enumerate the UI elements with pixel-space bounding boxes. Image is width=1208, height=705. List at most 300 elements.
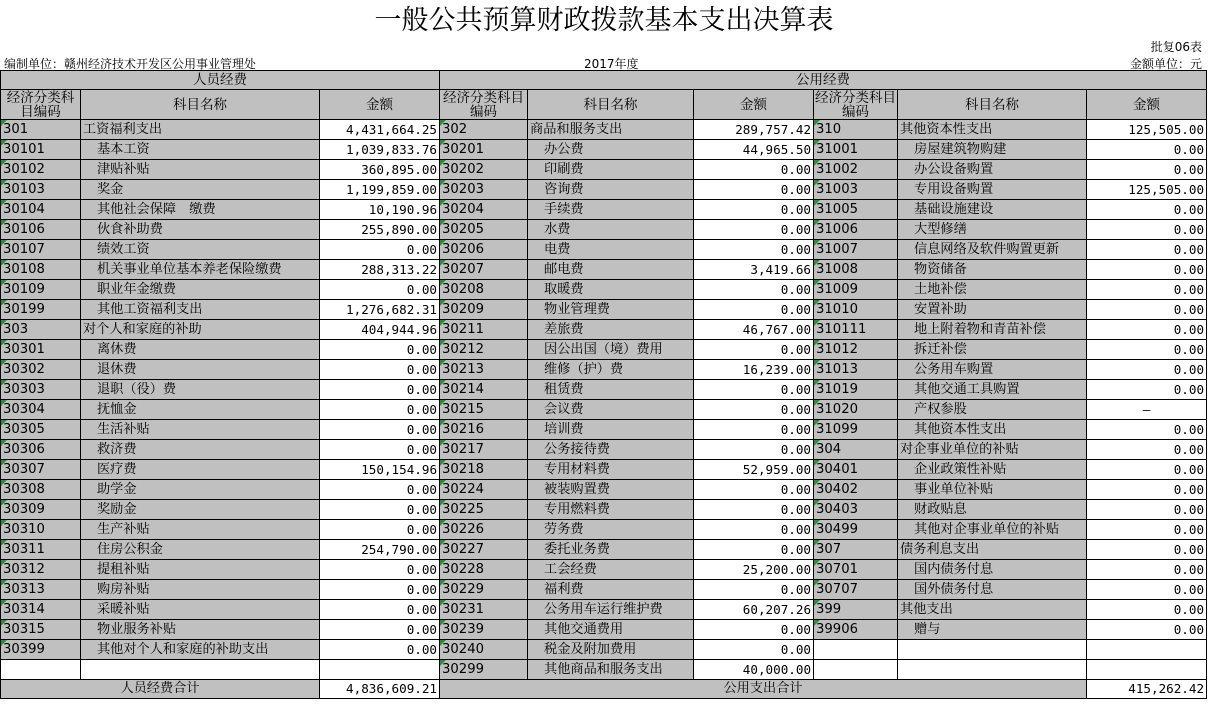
header-amount: 金额 xyxy=(694,90,814,120)
amount-cell: 0.00 xyxy=(1087,380,1207,400)
amount-cell: 0.00 xyxy=(694,240,814,260)
name-cell: 伙食补助费 xyxy=(81,220,320,240)
amount-cell: 0.00 xyxy=(1087,480,1207,500)
table-row xyxy=(1,140,1207,160)
amount-cell: 0.00 xyxy=(1087,360,1207,380)
name-cell: 培训费 xyxy=(528,420,694,440)
amount-cell: 0.00 xyxy=(320,600,440,620)
code-cell: 30227 xyxy=(440,540,528,560)
table-row xyxy=(1,440,1207,460)
amount-cell: 0.00 xyxy=(1087,260,1207,280)
form-number: 批复06表 xyxy=(1150,40,1202,54)
code-cell: 30308 xyxy=(1,480,81,500)
amount-cell: 10,190.96 xyxy=(320,200,440,220)
code-cell: 30217 xyxy=(440,440,528,460)
table-row xyxy=(1,200,1207,220)
amount-cell: 0.00 xyxy=(1087,460,1207,480)
amount-cell: 0.00 xyxy=(320,240,440,260)
amount-cell: 0.00 xyxy=(320,640,440,660)
code-cell: 31020 xyxy=(814,400,898,420)
report-title: 一般公共预算财政拨款基本支出决算表 xyxy=(374,5,834,36)
code-cell: 30205 xyxy=(440,220,528,240)
name-cell: 绩效工资 xyxy=(81,240,320,260)
name-cell: 差旅费 xyxy=(528,320,694,340)
table-row xyxy=(1,500,1207,520)
amount-cell: 0.00 xyxy=(694,220,814,240)
amount-cell: 1,039,833.76 xyxy=(320,140,440,160)
name-cell: 取暖费 xyxy=(528,280,694,300)
code-cell: 30309 xyxy=(1,500,81,520)
amount-cell: 0.00 xyxy=(1087,240,1207,260)
amount-cell: 46,767.00 xyxy=(694,320,814,340)
name-cell: 公务用车购置 xyxy=(898,360,1087,380)
code-cell: 30213 xyxy=(440,360,528,380)
code-cell: 30228 xyxy=(440,560,528,580)
amount-cell: 60,207.26 xyxy=(694,600,814,620)
code-cell: 30301 xyxy=(1,340,81,360)
name-cell: 拆迁补偿 xyxy=(898,340,1087,360)
code-cell: 30313 xyxy=(1,580,81,600)
report-year: 2017年度 xyxy=(584,57,639,71)
name-cell: 公务接待费 xyxy=(528,440,694,460)
amount-cell: 4,431,664.25 xyxy=(320,120,440,140)
amount-cell: 0.00 xyxy=(1087,520,1207,540)
amount-cell: 0.00 xyxy=(694,640,814,660)
name-cell: 退休费 xyxy=(81,360,320,380)
personnel-total-amount: 4,836,609.21 xyxy=(320,680,440,699)
table-row xyxy=(1,640,1207,660)
code-cell: 31099 xyxy=(814,420,898,440)
amount-cell: 0.00 xyxy=(1087,580,1207,600)
code-cell: 30212 xyxy=(440,340,528,360)
name-cell: 电费 xyxy=(528,240,694,260)
code-cell: 30304 xyxy=(1,400,81,420)
name-cell: 因公出国（境）费用 xyxy=(528,340,694,360)
table-row xyxy=(1,620,1207,640)
code-cell: 31010 xyxy=(814,300,898,320)
amount-cell: 0.00 xyxy=(694,160,814,180)
amount-cell xyxy=(1087,640,1207,660)
amount-cell: 16,239.00 xyxy=(694,360,814,380)
code-cell: 31013 xyxy=(814,360,898,380)
code-cell: 30312 xyxy=(1,560,81,580)
code-cell: 30305 xyxy=(1,420,81,440)
code-cell: 30701 xyxy=(814,560,898,580)
table-row xyxy=(1,120,1207,140)
name-cell: 提租补贴 xyxy=(81,560,320,580)
table-row xyxy=(1,460,1207,480)
name-cell: 大型修缮 xyxy=(898,220,1087,240)
amount-cell: 0.00 xyxy=(694,280,814,300)
amount-cell: 0.00 xyxy=(1087,300,1207,320)
name-cell: 采暖补贴 xyxy=(81,600,320,620)
name-cell: 租赁费 xyxy=(528,380,694,400)
name-cell: 地上附着物和青苗补偿 xyxy=(898,320,1087,340)
table-row xyxy=(1,600,1207,620)
name-cell: 其他交通费用 xyxy=(528,620,694,640)
name-cell: 对个人和家庭的补助 xyxy=(81,320,320,340)
name-cell: 基本工资 xyxy=(81,140,320,160)
code-cell: 30207 xyxy=(440,260,528,280)
amount-cell: 404,944.96 xyxy=(320,320,440,340)
table-row xyxy=(1,240,1207,260)
header-code: 经济分类科目编码 xyxy=(815,89,897,120)
compiling-unit: 编制单位：赣州经济技术开发区公用事业管理处 xyxy=(4,57,257,71)
amount-cell: 0.00 xyxy=(694,400,814,420)
amount-cell: 125,505.00 xyxy=(1087,180,1207,200)
amount-cell: 0.00 xyxy=(1087,560,1207,580)
table-row xyxy=(1,520,1207,540)
table-row xyxy=(1,340,1207,360)
code-cell: 301 xyxy=(1,120,81,140)
code-cell: 30302 xyxy=(1,360,81,380)
code-cell: 30201 xyxy=(440,140,528,160)
name-cell: 奖励金 xyxy=(81,500,320,520)
name-cell: 房屋建筑物购建 xyxy=(898,140,1087,160)
name-cell: 产权参股 xyxy=(898,400,1087,420)
code-cell: 30218 xyxy=(440,460,528,480)
amount-cell: 1,199,859.00 xyxy=(320,180,440,200)
code-cell: 30311 xyxy=(1,540,81,560)
amount-unit: 金额单位：元 xyxy=(1129,57,1202,71)
amount-cell: 0.00 xyxy=(320,500,440,520)
amount-cell: 254,790.00 xyxy=(320,540,440,560)
code-cell xyxy=(1,660,81,680)
code-cell: 31009 xyxy=(814,280,898,300)
name-cell: 基础设施建设 xyxy=(898,200,1087,220)
name-cell: 住房公积金 xyxy=(81,540,320,560)
code-cell: 304 xyxy=(814,440,898,460)
code-cell: 30402 xyxy=(814,480,898,500)
public-total-amount: 415,262.42 xyxy=(1087,680,1207,699)
amount-cell: 0.00 xyxy=(694,440,814,460)
code-cell: 30499 xyxy=(814,520,898,540)
name-cell: 印刷费 xyxy=(528,160,694,180)
section-public-header: 公用经费 xyxy=(440,71,1207,90)
amount-cell: 0.00 xyxy=(694,200,814,220)
amount-cell: 0.00 xyxy=(694,340,814,360)
code-cell: 30202 xyxy=(440,160,528,180)
amount-cell: 0.00 xyxy=(694,520,814,540)
name-cell: 奖金 xyxy=(81,180,320,200)
code-cell: 30214 xyxy=(440,380,528,400)
code-cell: 30315 xyxy=(1,620,81,640)
code-cell: 30208 xyxy=(440,280,528,300)
name-cell: 办公设备购置 xyxy=(898,160,1087,180)
amount-cell xyxy=(1087,660,1207,680)
amount-cell: 0.00 xyxy=(320,420,440,440)
name-cell: 邮电费 xyxy=(528,260,694,280)
name-cell: 工资福利支出 xyxy=(81,120,320,140)
amount-cell: 0.00 xyxy=(320,480,440,500)
name-cell: 事业单位补贴 xyxy=(898,480,1087,500)
code-cell: 31008 xyxy=(814,260,898,280)
code-cell: 30225 xyxy=(440,500,528,520)
amount-cell: 0.00 xyxy=(1087,280,1207,300)
name-cell: 专用材料费 xyxy=(528,460,694,480)
code-cell: 30101 xyxy=(1,140,81,160)
amount-cell: 0.00 xyxy=(320,560,440,580)
amount-cell: 0.00 xyxy=(694,540,814,560)
public-total-label: 公用支出合计 xyxy=(440,680,1087,699)
amount-cell: 0.00 xyxy=(694,500,814,520)
table-row xyxy=(1,180,1207,200)
name-cell: 其他商品和服务支出 xyxy=(528,660,694,680)
name-cell: 土地补偿 xyxy=(898,280,1087,300)
code-cell: 399 xyxy=(814,600,898,620)
code-cell: 30215 xyxy=(440,400,528,420)
amount-cell: 0.00 xyxy=(1087,220,1207,240)
code-cell: 30310 xyxy=(1,520,81,540)
table-row xyxy=(1,660,1207,680)
amount-cell: 125,505.00 xyxy=(1087,120,1207,140)
code-cell: 30204 xyxy=(440,200,528,220)
amount-cell: 0.00 xyxy=(1087,200,1207,220)
code-cell: 30108 xyxy=(1,260,81,280)
name-cell: 专用燃料费 xyxy=(528,500,694,520)
amount-cell: 0.00 xyxy=(320,340,440,360)
amount-cell: 0.00 xyxy=(320,520,440,540)
header-amount: 金额 xyxy=(1087,90,1207,120)
code-cell: 30229 xyxy=(440,580,528,600)
code-cell: 310111 xyxy=(814,320,898,340)
name-cell: 救济费 xyxy=(81,440,320,460)
code-cell: 30104 xyxy=(1,200,81,220)
amount-cell: 0.00 xyxy=(694,180,814,200)
code-cell xyxy=(814,640,898,660)
name-cell: 物业管理费 xyxy=(528,300,694,320)
name-cell: 物资储备 xyxy=(898,260,1087,280)
code-cell: 30107 xyxy=(1,240,81,260)
amount-cell: 40,000.00 xyxy=(694,660,814,680)
name-cell: 企业政策性补贴 xyxy=(898,460,1087,480)
name-cell: 生活补贴 xyxy=(81,420,320,440)
name-cell: 机关事业单位基本养老保险缴费 xyxy=(81,260,320,280)
table-row xyxy=(1,160,1207,180)
amount-cell: 0.00 xyxy=(1087,320,1207,340)
table-row xyxy=(1,300,1207,320)
header-name: 科目名称 xyxy=(81,90,320,120)
header-amount: 金额 xyxy=(320,90,440,120)
amount-cell: 0.00 xyxy=(320,280,440,300)
amount-cell: 0.00 xyxy=(1087,540,1207,560)
amount-cell: 0.00 xyxy=(1087,140,1207,160)
amount-cell: 0.00 xyxy=(1087,420,1207,440)
amount-cell: 0.00 xyxy=(320,620,440,640)
amount-cell: 0.00 xyxy=(694,580,814,600)
table-row xyxy=(1,420,1207,440)
name-cell: 劳务费 xyxy=(528,520,694,540)
name-cell: 办公费 xyxy=(528,140,694,160)
name-cell xyxy=(81,660,320,680)
code-cell: 30707 xyxy=(814,580,898,600)
amount-cell: 0.00 xyxy=(320,380,440,400)
amount-cell: 25,200.00 xyxy=(694,560,814,580)
name-cell: 国外债务付息 xyxy=(898,580,1087,600)
amount-cell: 0.00 xyxy=(320,400,440,420)
code-cell: 30226 xyxy=(440,520,528,540)
amount-cell: 0.00 xyxy=(1087,160,1207,180)
table-row xyxy=(1,540,1207,560)
code-cell: 31006 xyxy=(814,220,898,240)
name-cell: 公务用车运行维护费 xyxy=(528,600,694,620)
table-row xyxy=(1,580,1207,600)
amount-cell: 1,276,682.31 xyxy=(320,300,440,320)
code-cell: 31005 xyxy=(814,200,898,220)
name-cell: 工会经费 xyxy=(528,560,694,580)
code-cell: 30224 xyxy=(440,480,528,500)
code-cell: 30307 xyxy=(1,460,81,480)
table-row xyxy=(1,380,1207,400)
amount-cell: — xyxy=(1087,400,1207,420)
code-cell: 39906 xyxy=(814,620,898,640)
code-cell: 30306 xyxy=(1,440,81,460)
name-cell: 商品和服务支出 xyxy=(528,120,694,140)
name-cell: 其他交通工具购置 xyxy=(898,380,1087,400)
name-cell: 其他工资福利支出 xyxy=(81,300,320,320)
name-cell: 抚恤金 xyxy=(81,400,320,420)
code-cell: 310 xyxy=(814,120,898,140)
amount-cell: 360,895.00 xyxy=(320,160,440,180)
name-cell: 助学金 xyxy=(81,480,320,500)
name-cell: 离休费 xyxy=(81,340,320,360)
amount-cell: 0.00 xyxy=(694,380,814,400)
code-cell: 302 xyxy=(440,120,528,140)
name-cell: 津贴补贴 xyxy=(81,160,320,180)
code-cell: 31019 xyxy=(814,380,898,400)
name-cell: 专用设备购置 xyxy=(898,180,1087,200)
amount-cell: 0.00 xyxy=(1087,620,1207,640)
code-cell: 30403 xyxy=(814,500,898,520)
name-cell: 其他资本性支出 xyxy=(898,420,1087,440)
name-cell: 其他资本性支出 xyxy=(898,120,1087,140)
code-cell: 31012 xyxy=(814,340,898,360)
amount-cell: 0.00 xyxy=(320,360,440,380)
amount-cell: 0.00 xyxy=(1087,500,1207,520)
amount-cell: 3,419.66 xyxy=(694,260,814,280)
name-cell: 生产补贴 xyxy=(81,520,320,540)
name-cell: 其他对个人和家庭的补助支出 xyxy=(81,640,320,660)
name-cell: 对企事业单位的补贴 xyxy=(898,440,1087,460)
name-cell: 医疗费 xyxy=(81,460,320,480)
name-cell xyxy=(898,660,1087,680)
amount-cell: 288,313.22 xyxy=(320,260,440,280)
amount-cell: 0.00 xyxy=(694,620,814,640)
amount-cell: 0.00 xyxy=(694,480,814,500)
code-cell: 307 xyxy=(814,540,898,560)
name-cell: 水费 xyxy=(528,220,694,240)
table-row xyxy=(1,480,1207,500)
code-cell: 30401 xyxy=(814,460,898,480)
name-cell: 债务利息支出 xyxy=(898,540,1087,560)
code-cell: 30299 xyxy=(440,660,528,680)
amount-cell: 255,890.00 xyxy=(320,220,440,240)
amount-cell xyxy=(320,660,440,680)
amount-cell: 0.00 xyxy=(694,300,814,320)
code-cell: 31001 xyxy=(814,140,898,160)
name-cell: 税金及附加费用 xyxy=(528,640,694,660)
name-cell xyxy=(898,640,1087,660)
code-cell: 30209 xyxy=(440,300,528,320)
name-cell: 财政贴息 xyxy=(898,500,1087,520)
amount-cell: 289,757.42 xyxy=(694,120,814,140)
code-cell: 30399 xyxy=(1,640,81,660)
table-row xyxy=(1,360,1207,380)
code-cell: 30199 xyxy=(1,300,81,320)
code-cell xyxy=(814,660,898,680)
code-cell: 30206 xyxy=(440,240,528,260)
name-cell: 福利费 xyxy=(528,580,694,600)
amount-cell: 0.00 xyxy=(1087,600,1207,620)
name-cell: 国内债务付息 xyxy=(898,560,1087,580)
amount-cell: 0.00 xyxy=(1087,440,1207,460)
amount-cell: 150,154.96 xyxy=(320,460,440,480)
table-row xyxy=(1,220,1207,240)
name-cell: 物业服务补贴 xyxy=(81,620,320,640)
table-row xyxy=(1,260,1207,280)
name-cell: 职业年金缴费 xyxy=(81,280,320,300)
table-row xyxy=(1,560,1207,580)
name-cell: 退职（役）费 xyxy=(81,380,320,400)
amount-cell: 0.00 xyxy=(320,580,440,600)
code-cell: 31003 xyxy=(814,180,898,200)
name-cell: 其他社会保障 缴费 xyxy=(81,200,320,220)
amount-cell: 44,965.50 xyxy=(694,140,814,160)
code-cell: 30103 xyxy=(1,180,81,200)
name-cell: 其他支出 xyxy=(898,600,1087,620)
code-cell: 30239 xyxy=(440,620,528,640)
name-cell: 委托业务费 xyxy=(528,540,694,560)
code-cell: 30109 xyxy=(1,280,81,300)
header-code: 经济分类科目编码 xyxy=(440,90,528,120)
code-cell: 30231 xyxy=(440,600,528,620)
name-cell: 被装购置费 xyxy=(528,480,694,500)
table-row xyxy=(1,400,1207,420)
code-cell: 30203 xyxy=(440,180,528,200)
name-cell: 其他对企事业单位的补贴 xyxy=(898,520,1087,540)
code-cell: 31007 xyxy=(814,240,898,260)
personnel-total-label: 人员经费合计 xyxy=(1,680,320,699)
table-row xyxy=(1,320,1207,340)
code-cell: 30102 xyxy=(1,160,81,180)
code-cell: 31002 xyxy=(814,160,898,180)
code-cell: 30216 xyxy=(440,420,528,440)
name-cell: 购房补贴 xyxy=(81,580,320,600)
name-cell: 咨询费 xyxy=(528,180,694,200)
code-cell: 30314 xyxy=(1,600,81,620)
amount-cell: 52,959.00 xyxy=(694,460,814,480)
code-cell: 30303 xyxy=(1,380,81,400)
name-cell: 手续费 xyxy=(528,200,694,220)
header-name: 科目名称 xyxy=(898,90,1087,120)
code-cell: 303 xyxy=(1,320,81,340)
name-cell: 维修（护）费 xyxy=(528,360,694,380)
expenditure-table xyxy=(0,70,1207,699)
code-cell: 30106 xyxy=(1,220,81,240)
section-personnel-header: 人员经费 xyxy=(1,71,440,90)
code-cell: 30240 xyxy=(440,640,528,660)
name-cell: 赠与 xyxy=(898,620,1087,640)
amount-cell: 0.00 xyxy=(1087,340,1207,360)
amount-cell: 0.00 xyxy=(320,440,440,460)
table-row xyxy=(1,280,1207,300)
name-cell: 信息网络及软件购置更新 xyxy=(898,240,1087,260)
header-code: 经济分类科目编码 xyxy=(1,90,81,120)
header-name: 科目名称 xyxy=(528,90,694,120)
code-cell: 30211 xyxy=(440,320,528,340)
name-cell: 会议费 xyxy=(528,400,694,420)
name-cell: 安置补助 xyxy=(898,300,1087,320)
